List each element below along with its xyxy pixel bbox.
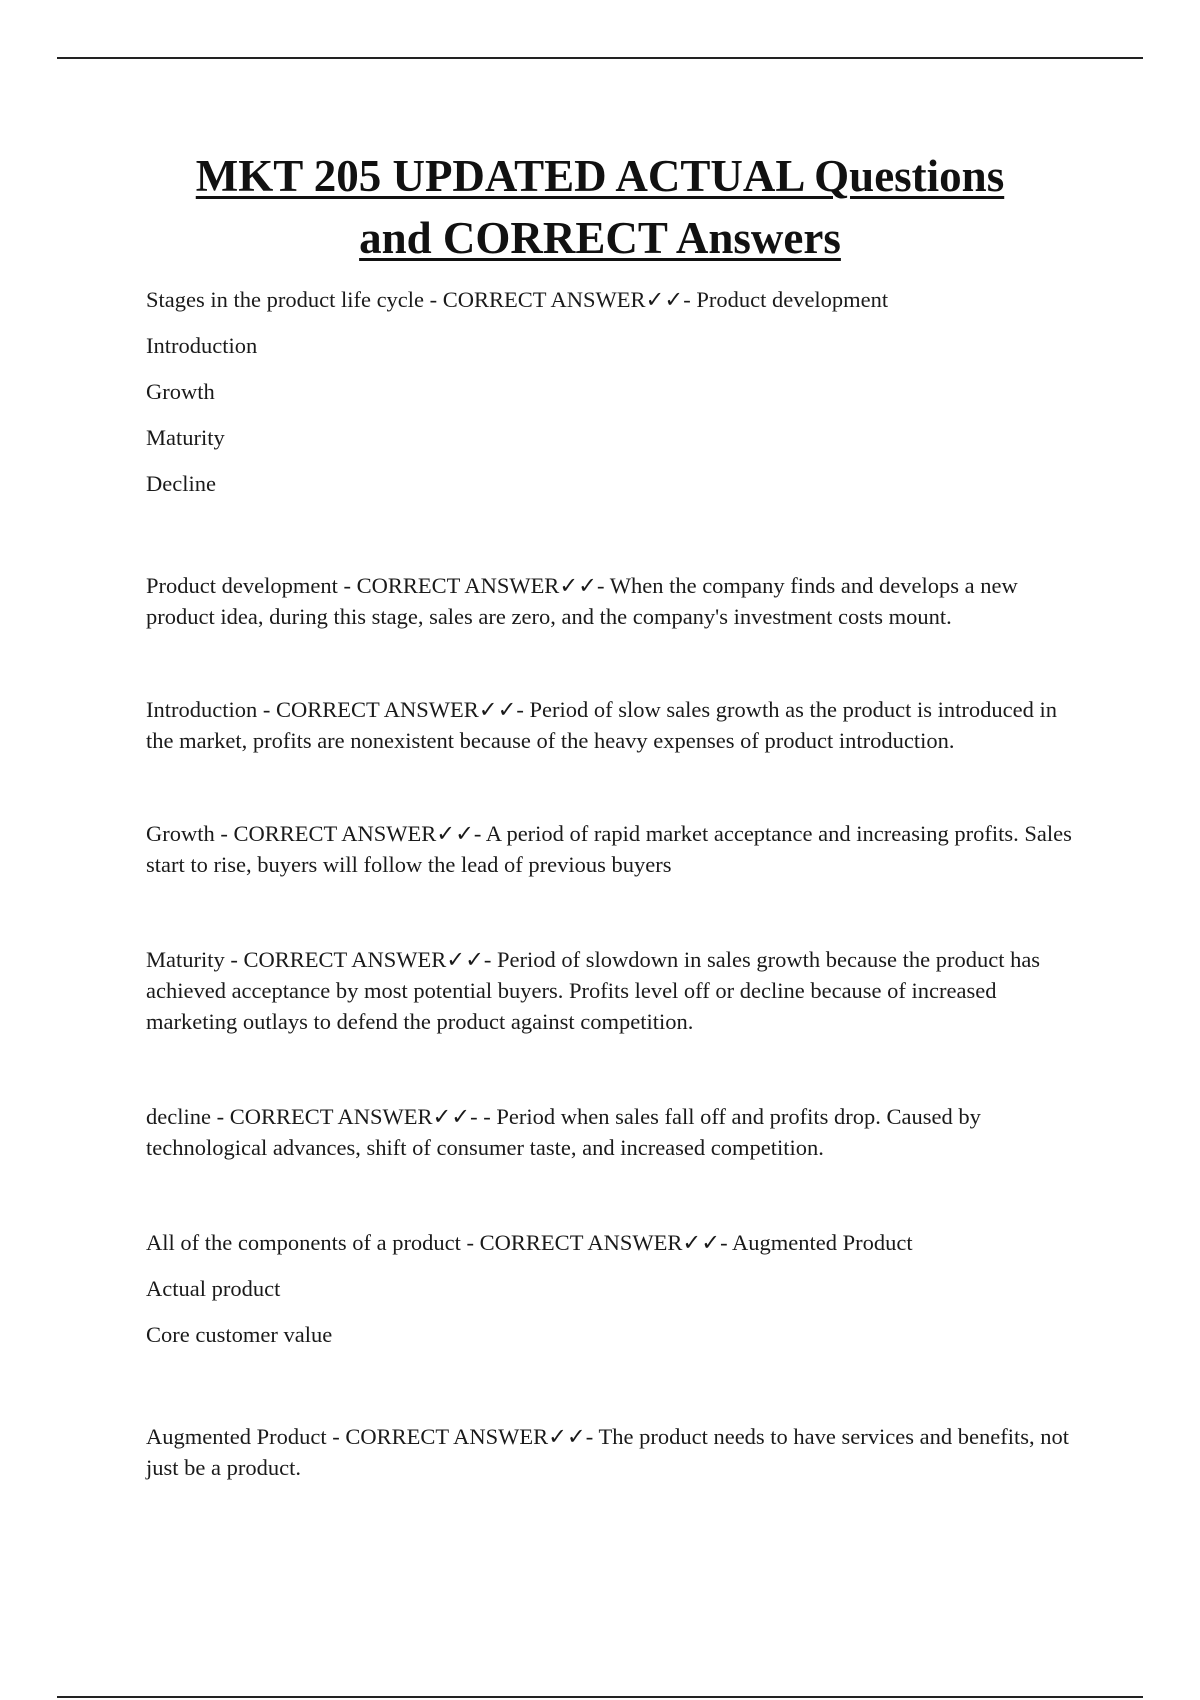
- list-item: Introduction: [146, 333, 258, 358]
- qa-entry-augmented-product: [146, 1421, 1076, 1483]
- qa-entry-text: Stages in the product life cycle - CORRECT ANSWER✓✓- Product development: [146, 287, 889, 312]
- qa-entry-product-components: [146, 1227, 1076, 1350]
- qa-entry-growth: [146, 818, 1076, 880]
- qa-entry-text: All of the components of a product - CORRECT ANSWER✓✓- Augmented Product: [146, 1230, 913, 1255]
- qa-list: [146, 284, 1076, 1483]
- list-item: Actual product: [146, 1276, 281, 1301]
- qa-entry-introduction: [146, 694, 1076, 756]
- list-item: Maturity: [146, 425, 225, 450]
- qa-entry-text: Introduction - CORRECT ANSWER✓✓- Period of slow sales growth as the product is introduced in the market, profits are nonexistent because of the heavy expenses of product introduction.: [146, 697, 1057, 753]
- qa-entry-text: Augmented Product - CORRECT ANSWER✓✓- The product needs to have services and benefits, not just be a product.: [146, 1424, 1069, 1480]
- qa-entry-text: Growth - CORRECT ANSWER✓✓- A period of rapid market acceptance and increasing profits. Sales start to rise, buyers will follow the lead of previous buyers: [146, 821, 1072, 877]
- qa-entry-stages: [146, 284, 1076, 499]
- title-line-2: and CORRECT Answers: [359, 213, 841, 263]
- page-title: [100, 145, 1100, 269]
- qa-entry-text: Product development - CORRECT ANSWER✓✓- When the company finds and develops a new product idea, during this stage, sales are zero, and the company's investment costs mount.: [146, 573, 1018, 629]
- header-rule: [57, 57, 1143, 59]
- list-item: Core customer value: [146, 1322, 333, 1347]
- qa-entry-product-development: [146, 570, 1076, 632]
- list-item: Growth: [146, 379, 215, 404]
- qa-entry-maturity: [146, 944, 1076, 1037]
- title-line-1: MKT 205 UPDATED ACTUAL Questions: [195, 151, 1005, 201]
- list-item: Decline: [146, 471, 216, 496]
- qa-entry-decline: [146, 1101, 1076, 1163]
- qa-entry-text: decline - CORRECT ANSWER✓✓- - Period when sales fall off and profits drop. Caused by technological advances, shift of consumer taste, and increased competition.: [146, 1104, 981, 1160]
- footer-rule: [57, 1696, 1143, 1698]
- qa-entry-text: Maturity - CORRECT ANSWER✓✓- Period of slowdown in sales growth because the product has achieved acceptance by most potential buyers. Profits level off or decline because of increased marketing outlays to defend the product against competition.: [146, 947, 1041, 1034]
